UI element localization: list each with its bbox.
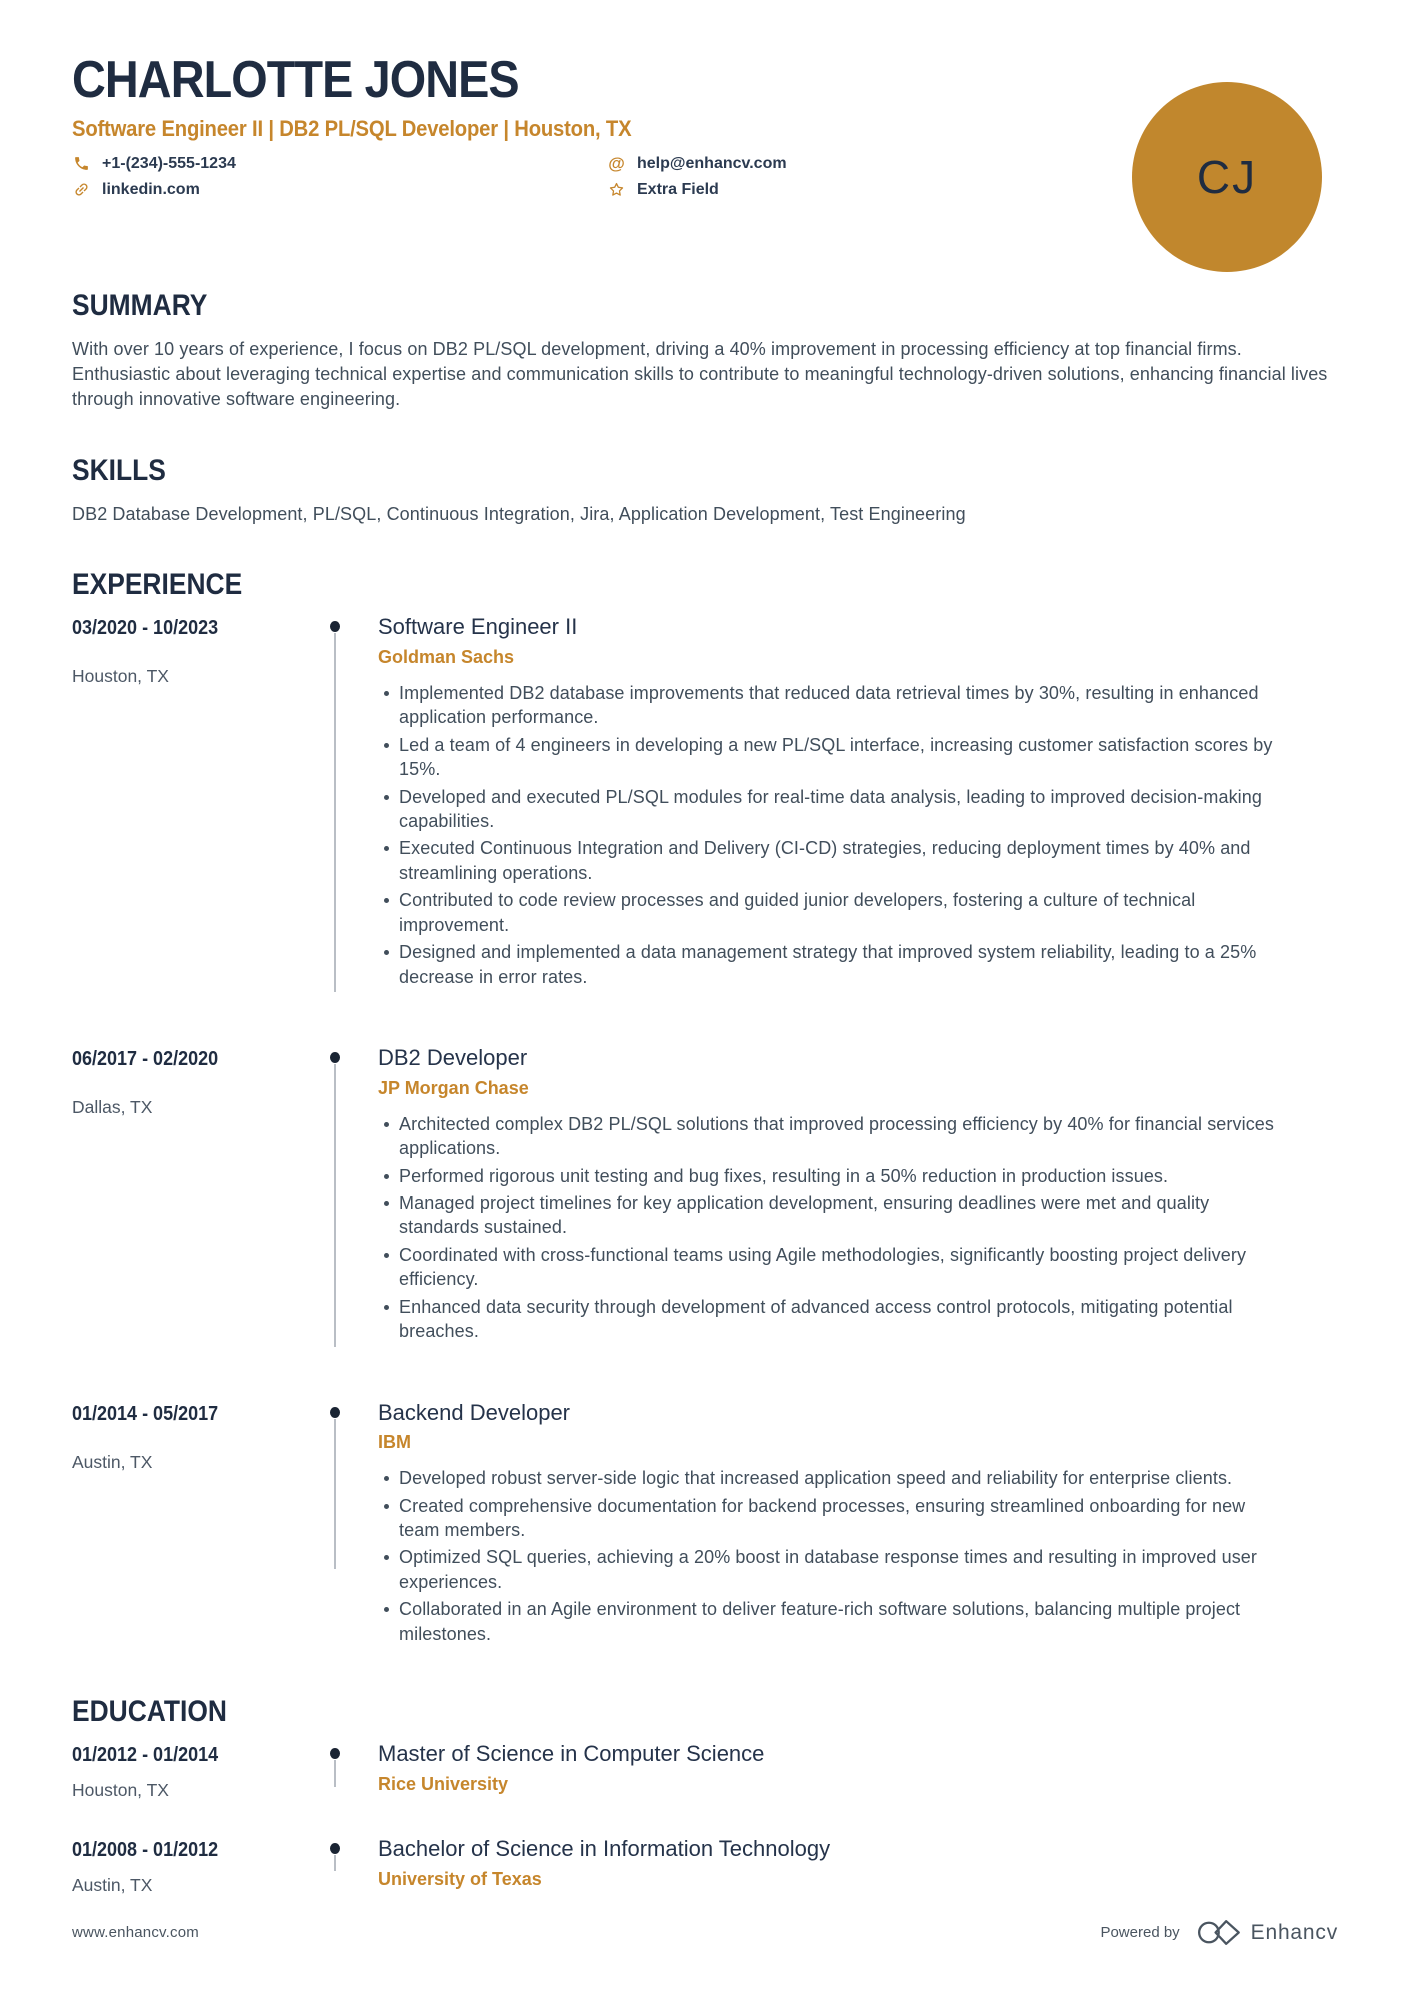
achievement-item: Collaborated in an Agile environment to deliver feature-rich software solutions, balancing multiple project milestones. [378, 1597, 1283, 1646]
email-address: help@enhancv.com [637, 154, 787, 172]
education-entry-content [378, 1836, 1338, 1896]
summary-section [72, 289, 1338, 411]
experience-entry [72, 1045, 1338, 1387]
location: Dallas, TX [72, 1097, 153, 1118]
education-section [72, 1695, 1338, 1918]
experience-entry-content [378, 1400, 1338, 1650]
location: Austin, TX [72, 1451, 153, 1472]
experience-heading: EXPERIENCE [72, 568, 243, 602]
date-range: 01/2008 - 01/2012 [72, 1839, 219, 1862]
phone-number: +1-(234)-555-1234 [102, 154, 236, 172]
powered-by-group [1100, 1918, 1338, 1947]
company-name: IBM [378, 1432, 411, 1453]
school-name: University of Texas [378, 1868, 542, 1889]
extra-field-label: Extra Field [637, 180, 719, 198]
skills-text: DB2 Database Development, PL/SQL, Continuous Integration, Jira, Application Development, Test Engineering [72, 503, 966, 524]
linkedin-url: linkedin.com [102, 180, 200, 198]
achievement-item: Designed and implemented a data management strategy that improved system reliability, leading to a 25% decrease in error rates. [378, 940, 1283, 989]
website-link[interactable]: www.enhancv.com [72, 1924, 199, 1942]
timeline-line [334, 1760, 336, 1787]
achievement-list [378, 1466, 1283, 1646]
timeline [334, 1741, 378, 1801]
timeline [334, 1836, 378, 1896]
skills-heading: SKILLS [72, 453, 166, 487]
date-range: 06/2017 - 02/2020 [72, 1048, 219, 1071]
school-name: Rice University [378, 1773, 509, 1794]
job-title: DB2 Developer [378, 1045, 528, 1071]
powered-by-label: Powered by [1100, 1924, 1180, 1942]
location: Austin, TX [72, 1875, 153, 1896]
timeline [334, 614, 378, 992]
company-name: Goldman Sachs [378, 646, 515, 667]
achievement-item: Contributed to code review processes and guided junior developers, fostering a culture of technical improvement. [378, 888, 1283, 937]
timeline-dot [330, 1052, 340, 1063]
experience-section [72, 568, 1338, 1673]
brand-name: Enhancv [1250, 1920, 1338, 1944]
date-range: 03/2020 - 10/2023 [72, 617, 219, 640]
contact-phone[interactable] [72, 154, 607, 173]
experience-entry-content [378, 1045, 1338, 1347]
achievement-list [378, 681, 1283, 990]
person-name: CHARLOTTE JONES [72, 51, 519, 109]
degree-title: Master of Science in Computer Science [378, 1741, 765, 1767]
achievement-item: Led a team of 4 engineers in developing a new PL/SQL interface, increasing customer satisfaction scores by 15%. [378, 733, 1283, 782]
link-icon [72, 180, 91, 199]
date-range: 01/2012 - 01/2014 [72, 1744, 219, 1767]
brand-logo[interactable] [1196, 1918, 1338, 1947]
education-entry-content [378, 1741, 1338, 1801]
achievement-item: Developed and executed PL/SQL modules for real-time data analysis, leading to improved decision-making capabilities. [378, 785, 1283, 834]
star-icon [607, 180, 626, 199]
education-entry [72, 1836, 1338, 1918]
contact-list [72, 154, 1072, 199]
date-range: 01/2014 - 05/2017 [72, 1402, 219, 1425]
summary-heading: SUMMARY [72, 289, 208, 323]
experience-entry [72, 1400, 1338, 1674]
timeline-dot [330, 1407, 340, 1418]
achievement-item: Created comprehensive documentation for backend processes, ensuring streamlined onboarding for new team members. [378, 1494, 1283, 1543]
at-icon: @ [608, 154, 625, 174]
achievement-item: Implemented DB2 database improvements that reduced data retrieval times by 30%, resulting in enhanced application performance. [378, 681, 1283, 730]
timeline-line [334, 1419, 336, 1569]
contact-extra-field [607, 180, 1072, 199]
education-heading: EDUCATION [72, 1695, 227, 1729]
location: Houston, TX [72, 1780, 169, 1801]
achievement-list [378, 1112, 1283, 1344]
experience-entry-content [378, 614, 1338, 992]
experience-entry [72, 614, 1338, 1032]
job-headline: Software Engineer II | DB2 PL/SQL Developer | Houston, TX [72, 116, 632, 142]
education-entry-meta [72, 1836, 334, 1896]
contact-email[interactable] [607, 154, 1072, 173]
timeline-dot [330, 1748, 340, 1759]
achievement-item: Executed Continuous Integration and Delivery (CI-CD) strategies, reducing deployment times by 40% and streamlining operations. [378, 836, 1283, 885]
timeline [334, 1400, 378, 1650]
job-title: Backend Developer [378, 1399, 571, 1425]
experience-entry-meta [72, 1400, 334, 1650]
location: Houston, TX [72, 666, 169, 687]
experience-entry-meta [72, 1045, 334, 1347]
timeline-line [334, 633, 336, 992]
summary-text: With over 10 years of experience, I focus on DB2 PL/SQL development, driving a 40% improvement in processing efficiency at top financial firms. Enthusiastic about leveraging technical expertise and communication skills to contribute to meaningful technology-driven solutions, enhancing financial lives through innovative software engineering. [72, 339, 1328, 409]
resume-header [72, 51, 1338, 203]
enhancv-infinity-icon [1196, 1918, 1242, 1947]
timeline-dot [330, 621, 340, 632]
achievement-item: Enhanced data security through development of advanced access control protocols, mitigating potential breaches. [378, 1295, 1283, 1344]
education-entry-meta [72, 1741, 334, 1801]
achievement-item: Architected complex DB2 PL/SQL solutions that improved processing efficiency by 40% for financial services applications. [378, 1112, 1283, 1161]
company-name: JP Morgan Chase [378, 1077, 529, 1098]
achievement-item: Developed robust server-side logic that increased application speed and reliability for enterprise clients. [378, 1466, 1283, 1490]
timeline-line [334, 1855, 336, 1871]
achievement-item: Optimized SQL queries, achieving a 20% boost in database response times and resulting in improved user experiences. [378, 1545, 1283, 1594]
achievement-item: Performed rigorous unit testing and bug fixes, resulting in a 50% reduction in production issues. [378, 1164, 1283, 1188]
contact-linkedin[interactable] [72, 180, 607, 199]
job-title: Software Engineer II [378, 614, 578, 640]
degree-title: Bachelor of Science in Information Technology [378, 1836, 831, 1862]
avatar-initials: CJ [1196, 151, 1258, 203]
timeline-line [334, 1064, 336, 1347]
experience-entry-meta [72, 614, 334, 992]
education-entry [72, 1741, 1338, 1823]
achievement-item: Coordinated with cross-functional teams using Agile methodologies, significantly boosting project delivery efficiency. [378, 1243, 1283, 1292]
avatar [1132, 82, 1322, 272]
skills-section [72, 454, 1338, 527]
timeline-dot [330, 1843, 340, 1854]
page-footer [72, 1918, 1338, 1947]
timeline [334, 1045, 378, 1347]
phone-icon [72, 154, 91, 173]
achievement-item: Managed project timelines for key application development, ensuring deadlines were met and quality standards sustained. [378, 1191, 1283, 1240]
